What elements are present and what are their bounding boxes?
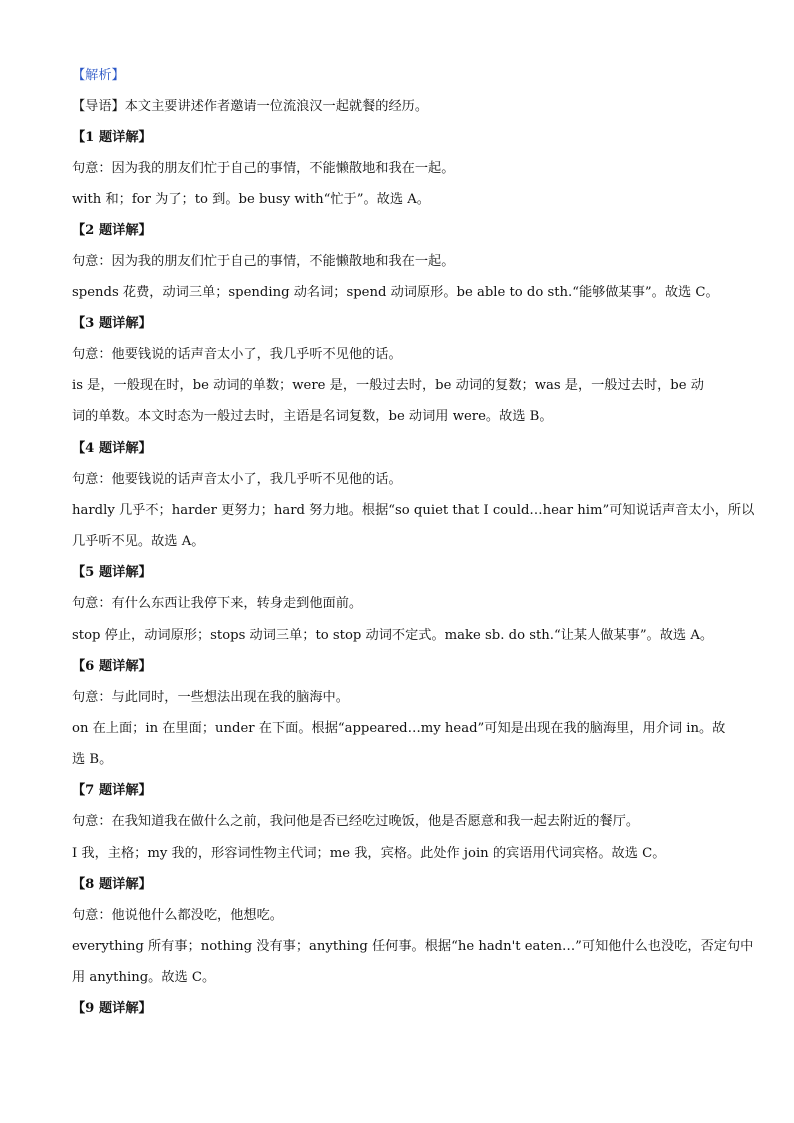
question-2-meaning: 句意：因为我的朋友们忙于自己的事情，不能懒散地和我在一起。 [72,254,455,269]
question-2-title: 【2 题详解】 [72,223,152,238]
question-3-explanation-line-1: is 是，一般现在时，be 动词的单数；were 是，一般过去时，be 动词的复数；was 是，一般过去时，be 动 [72,378,704,393]
question-9-title: 【9 题详解】 [72,1001,152,1016]
question-3-meaning: 句意：他要钱说的话声音太小了，我几乎听不见他的话。 [72,347,402,362]
question-1-explanation: with 和；for 为了；to 到。be busy with“忙于”。故选 A。 [72,192,430,207]
question-7-explanation: I 我，主格；my 我的，形容词性物主代词；me 我，宾格。此处作 join 的宾语用代词宾格。故选 C。 [72,846,666,861]
question-8-explanation-line-2: 用 anything。故选 C。 [72,970,216,985]
question-5-explanation: stop 停止，动词原形；stops 动词三单；to stop 动词不定式。make sb. do sth.“让某人做某事”。故选 A。 [72,628,714,643]
question-1-meaning: 句意：因为我的朋友们忙于自己的事情，不能懒散地和我在一起。 [72,161,455,176]
question-2-explanation: spends 花费，动词三单；spending 动名词；spend 动词原形。be able to do sth.“能够做某事”。故选 C。 [72,285,719,300]
question-4-explanation-line-1: hardly 几乎不；harder 更努力；hard 努力地。根据“so quiet that I could…hear him”可知说话声音太小，所以 [72,503,755,518]
question-7-meaning: 句意：在我知道我在做什么之前，我问他是否已经吃过晚饭，他是否愿意和我一起去附近的餐厅。 [72,814,640,829]
question-6-title: 【6 题详解】 [72,659,152,674]
question-4-meaning: 句意：他要钱说的话声音太小了，我几乎听不见他的话。 [72,472,402,487]
question-7-title: 【7 题详解】 [72,783,152,798]
question-6-meaning: 句意：与此同时，一些想法出现在我的脑海中。 [72,690,349,705]
question-1-title: 【1 题详解】 [72,130,152,145]
analysis-header: 【解析】 [72,68,125,83]
question-6-explanation-line-1: on 在上面；in 在里面；under 在下面。根据“appeared…my head”可知是出现在我的脑海里，用介词 in。故 [72,721,726,736]
question-5-title: 【5 题详解】 [72,565,152,580]
question-8-title: 【8 题详解】 [72,877,152,892]
question-6-explanation-line-2: 选 B。 [72,752,113,767]
question-3-explanation-line-2: 词的单数。本文时态为一般过去时，主语是名词复数，be 动词用 were。故选 B。 [72,409,553,424]
question-4-explanation-line-2: 几乎听不见。故选 A。 [72,534,205,549]
question-8-meaning: 句意：他说他什么都没吃，他想吃。 [72,908,283,923]
question-4-title: 【4 题详解】 [72,441,152,456]
question-8-explanation-line-1: everything 所有事；nothing 没有事；anything 任何事。根据“he hadn't eaten…”可知他什么也没吃，否定句中 [72,939,754,954]
question-3-title: 【3 题详解】 [72,316,152,331]
lead-paragraph: 【导语】本文主要讲述作者邀请一位流浪汉一起就餐的经历。 [72,99,429,114]
question-5-meaning: 句意：有什么东西让我停下来，转身走到他面前。 [72,596,363,611]
